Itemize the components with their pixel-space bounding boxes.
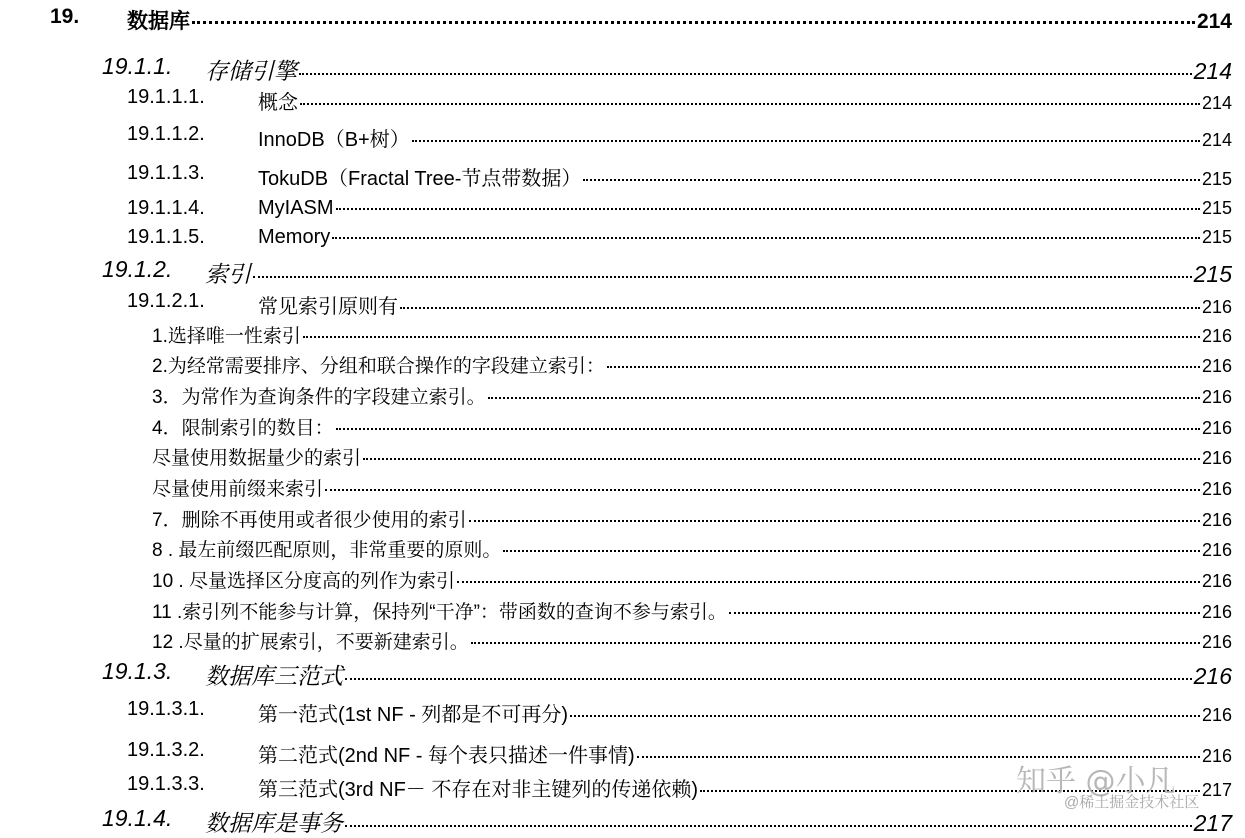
- watermark-brand: 知乎 @小凡: [1016, 764, 1176, 799]
- page-number: 214: [1196, 10, 1232, 33]
- toc-entry[interactable]: [0, 86, 1245, 114]
- dot-leader: [570, 715, 1200, 717]
- page-number: 217: [1193, 810, 1232, 836]
- page-number: 216: [1201, 297, 1232, 317]
- section-title: 尽量使用前缀来索引: [152, 479, 324, 500]
- dot-leader: [469, 520, 1200, 522]
- section-number: 19.1.1.4.: [127, 197, 205, 219]
- toc-entry[interactable]: [0, 474, 1245, 502]
- dot-leader: [336, 428, 1200, 430]
- dot-leader: [471, 642, 1200, 644]
- toc-entry[interactable]: [0, 413, 1245, 441]
- dot-leader: [488, 397, 1200, 399]
- section-title: 常见索引原则有: [258, 296, 398, 318]
- dot-leader: [332, 237, 1200, 239]
- page-number: 216: [1193, 663, 1232, 689]
- toc-line: [258, 197, 1232, 220]
- dot-leader: [345, 825, 1192, 827]
- section-number: 19.1.4.: [102, 805, 173, 831]
- page-number: 216: [1201, 479, 1232, 499]
- dot-leader: [412, 140, 1200, 142]
- toc-entry[interactable]: [0, 256, 1245, 287]
- section-number: 19.1.3.2.: [127, 739, 205, 761]
- section-title: 10 . 尽量选择区分度高的列作为索引: [152, 571, 455, 592]
- section-title: 尽量使用数据量少的索引: [152, 448, 362, 469]
- toc-line: [127, 5, 1232, 35]
- page-number: 214: [1201, 93, 1232, 113]
- section-title: 2.为经常需要排序、分组和联合操作的字段建立索引：: [152, 356, 605, 377]
- dot-leader: [400, 307, 1200, 309]
- dot-leader: [363, 458, 1200, 460]
- section-number: 19.1.1.2.: [127, 123, 205, 145]
- section-title: MyIASM: [258, 197, 334, 219]
- dot-leader: [457, 581, 1200, 583]
- toc-entry[interactable]: [0, 382, 1245, 410]
- section-number: 19.1.3.3.: [127, 773, 205, 795]
- page-number: 215: [1201, 198, 1232, 218]
- toc-line: [152, 382, 1232, 409]
- section-number: 19.1.1.3.: [127, 162, 205, 184]
- dot-leader: [729, 612, 1200, 614]
- section-title: 3．为常作为查询条件的字段建立索引。: [152, 387, 486, 408]
- section-title: 概念: [258, 92, 298, 114]
- dot-leader: [303, 336, 1200, 338]
- page-number: 216: [1201, 356, 1232, 376]
- toc-entry[interactable]: [0, 197, 1245, 225]
- section-number: 19.: [50, 5, 80, 28]
- section-number: 19.1.1.1.: [127, 86, 205, 108]
- section-number: 19.1.3.1.: [127, 698, 205, 720]
- toc-line: [152, 474, 1232, 501]
- toc-line: [152, 321, 1232, 348]
- section-number: 19.1.2.1.: [127, 290, 205, 312]
- toc-entry[interactable]: [0, 53, 1245, 84]
- section-number: 19.1.2.: [102, 256, 173, 282]
- page-number: 214: [1193, 58, 1232, 84]
- section-number: 19.1.1.5.: [127, 226, 205, 248]
- section-title: 数据库是事务: [205, 810, 343, 836]
- dot-leader: [300, 103, 1200, 105]
- toc-entry[interactable]: [0, 627, 1245, 655]
- toc-line: [205, 256, 1232, 289]
- page-number: 216: [1201, 705, 1232, 725]
- toc-line: [152, 505, 1232, 532]
- page-number: 216: [1201, 510, 1232, 530]
- section-number: 19.1.3.: [102, 658, 173, 684]
- section-title: 索引: [205, 261, 251, 287]
- toc-line: [258, 162, 1232, 191]
- dot-leader: [336, 208, 1200, 210]
- page-number: 215: [1201, 169, 1232, 189]
- toc-line: [152, 566, 1232, 593]
- toc-entry[interactable]: [0, 597, 1245, 625]
- section-title: 数据库三范式: [205, 663, 343, 689]
- page-number: 216: [1201, 602, 1232, 622]
- toc-entry[interactable]: [0, 351, 1245, 379]
- page-number: 216: [1201, 540, 1232, 560]
- toc-entry[interactable]: [0, 5, 1245, 33]
- toc-entry[interactable]: [0, 443, 1245, 471]
- section-title: 4．限制索引的数目：: [152, 418, 334, 439]
- toc-entry[interactable]: [0, 123, 1245, 151]
- section-title: Memory: [258, 226, 331, 248]
- section-title: 11 .索引列不能参与计算，保持列“干净”：带函数的查询不参与索引。: [152, 602, 727, 623]
- toc-line: [152, 443, 1232, 470]
- page-number: 216: [1201, 326, 1232, 346]
- toc-line: [152, 351, 1232, 378]
- toc-line: [258, 123, 1232, 152]
- toc-entry[interactable]: [0, 698, 1245, 726]
- page-number: 216: [1201, 418, 1232, 438]
- dot-leader: [345, 678, 1192, 680]
- section-title: InnoDB（B+树）: [258, 129, 410, 151]
- section-title: 第一范式(1st NF - 列都是不可再分): [258, 704, 568, 726]
- toc-line: [152, 597, 1232, 624]
- section-title: 存储引擎: [205, 58, 297, 84]
- toc-line: [258, 226, 1232, 249]
- section-title: 第三范式(3rd NF－ 不存在对非主键列的传递依赖): [258, 779, 698, 801]
- page-number: 215: [1193, 261, 1232, 287]
- toc-entry[interactable]: [0, 658, 1245, 689]
- toc-line: [258, 698, 1232, 727]
- section-title: 数据库: [127, 10, 190, 33]
- section-title: 7．删除不再使用或者很少使用的索引: [152, 510, 467, 531]
- dot-leader: [583, 179, 1200, 181]
- toc-entry[interactable]: [0, 566, 1245, 594]
- page-number: 216: [1201, 746, 1232, 766]
- toc-line: [258, 86, 1232, 115]
- page-number: 216: [1201, 632, 1232, 652]
- toc-line: [205, 658, 1232, 691]
- section-title: 第二范式(2nd NF - 每个表只描述一件事情): [258, 745, 635, 767]
- page-number: 214: [1201, 130, 1232, 150]
- page-number: 215: [1201, 227, 1232, 247]
- page-number: 216: [1201, 387, 1232, 407]
- dot-leader: [192, 21, 1195, 24]
- toc-line: [205, 53, 1232, 86]
- section-title: TokuDB（Fractal Tree-节点带数据）: [258, 168, 582, 190]
- dot-leader: [325, 489, 1200, 491]
- toc-entry[interactable]: [0, 321, 1245, 349]
- toc-line: [152, 627, 1232, 654]
- dot-leader: [253, 276, 1192, 278]
- section-title: 8 . 最左前缀匹配原则，非常重要的原则。: [152, 540, 502, 561]
- dot-leader: [299, 73, 1192, 75]
- section-number: 19.1.1.: [102, 53, 173, 79]
- toc-entry[interactable]: [0, 805, 1245, 836]
- toc-entry[interactable]: [0, 535, 1245, 563]
- toc-line: [258, 290, 1232, 319]
- toc-entry[interactable]: [0, 505, 1245, 533]
- page-number: 216: [1201, 571, 1232, 591]
- toc-entry[interactable]: [0, 162, 1245, 190]
- dot-leader: [607, 366, 1200, 368]
- page-number: 216: [1201, 448, 1232, 468]
- toc-line: [152, 535, 1232, 562]
- dot-leader: [503, 550, 1200, 552]
- section-title: 1.选择唯一性索引: [152, 326, 301, 347]
- toc-entry[interactable]: [0, 290, 1245, 318]
- page-number: 217: [1201, 780, 1232, 800]
- toc-line: [152, 413, 1232, 440]
- watermark-sub: @稀土掘金技术社区: [1064, 794, 1200, 811]
- toc-entry[interactable]: [0, 226, 1245, 254]
- section-title: 12 .尽量的扩展索引，不要新建索引。: [152, 632, 469, 653]
